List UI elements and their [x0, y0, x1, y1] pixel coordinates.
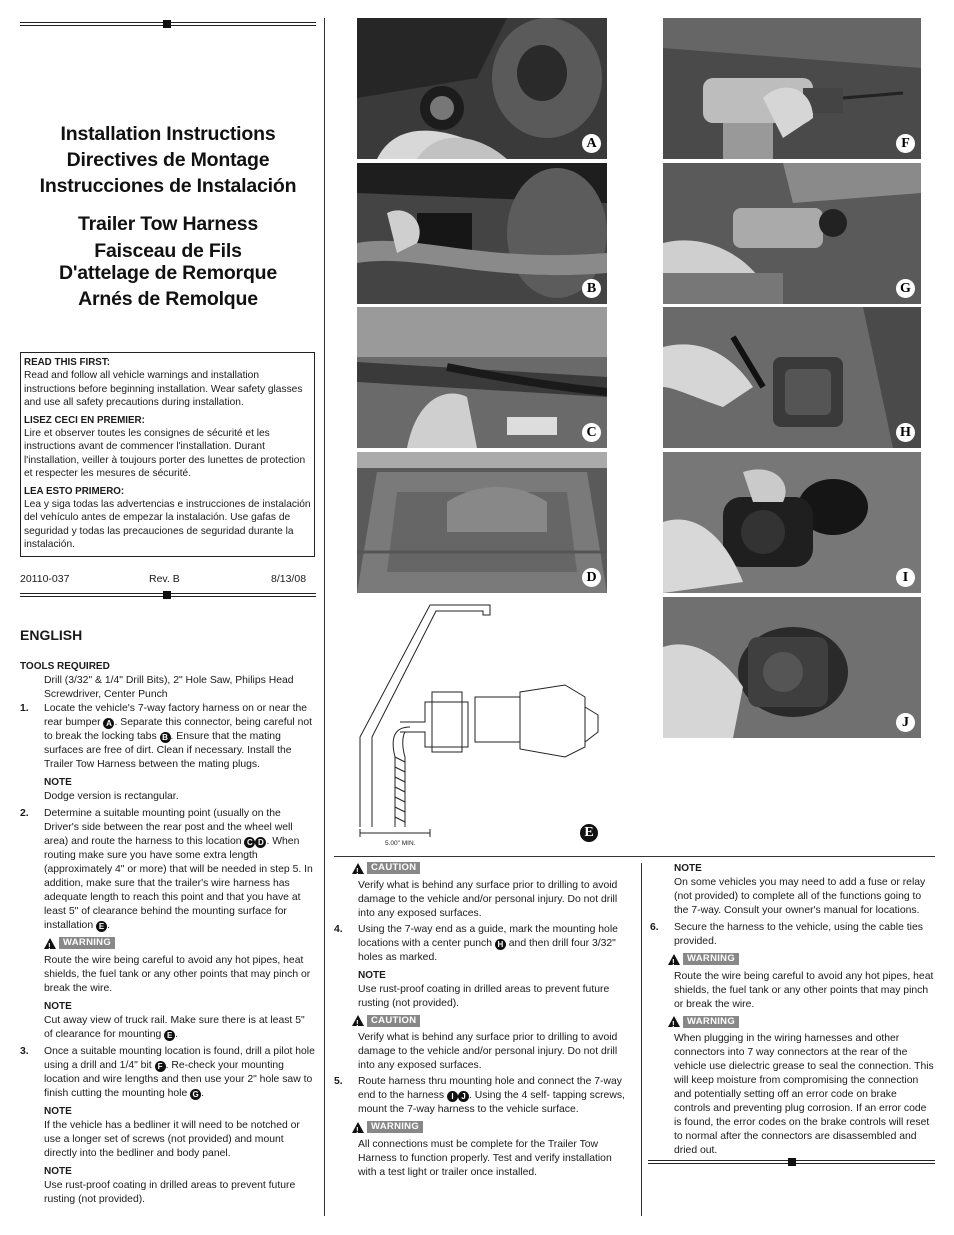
bottom-section-rule — [334, 856, 935, 857]
ref-badge: G — [190, 1089, 201, 1100]
ref-badge: C — [244, 837, 255, 848]
read-first-es-head: LEA ESTO PRIMERO: — [24, 485, 125, 497]
step-2-text: . — [106, 920, 110, 931]
figure-i-photo — [663, 452, 921, 593]
step-2 — [20, 807, 316, 933]
title-product-fr1: Faisceau de Fils — [94, 240, 242, 262]
ref-badge: I — [447, 1091, 458, 1102]
step-number: 3. — [20, 1045, 29, 1057]
part-number: 20110-037 — [20, 573, 70, 585]
text-column-1 — [20, 660, 316, 1207]
rule-marker — [163, 20, 171, 28]
step-6-warnings — [650, 949, 935, 1158]
note-label: NOTE — [44, 777, 72, 788]
caution-block-1 — [334, 862, 632, 921]
ref-badge: J — [458, 1091, 469, 1102]
step-2-warning: Route the wire being careful to avoid any hot pipes, heat shields, the fuel tank or any other points that may pinch or break the wire. — [44, 954, 311, 994]
warning-label: WARNING — [59, 937, 115, 949]
title-product-fr2: D'attelage de Remorque — [58, 262, 278, 284]
figure-label: G — [896, 279, 915, 298]
note-label: NOTE — [44, 1165, 72, 1177]
warning-badge — [668, 953, 739, 965]
warning-icon: ! — [44, 938, 56, 949]
figure-label: B — [582, 279, 601, 298]
read-first-en-head: READ THIS FIRST: — [24, 357, 110, 368]
column-divider-1 — [324, 18, 325, 1216]
step-2-note-text: . — [175, 1028, 179, 1040]
figure-label: I — [896, 568, 915, 587]
step-3-note-1: If the vehicle has a bedliner it will need to be notched or use a longer set of screws (not provided) and mount directly into the bedliner and body panel. — [44, 1119, 300, 1159]
step-number: 5. — [334, 1076, 343, 1087]
step-4-text: Using the 7-way end as a guide, mark the mounting hole locations with a center punch — [358, 923, 618, 949]
figure-d-photo — [357, 452, 607, 593]
step-number: 6. — [650, 922, 659, 933]
read-first-es-body: Lea y siga todas las advertencias e instrucciones de instalación del vehículo antes de empezar la instalación. Use gafas de seguridad y todas las precauciones de seguridad durante la instalación. — [24, 499, 311, 551]
title-product-en: Trailer Tow Harness — [77, 213, 259, 235]
figure-g-photo — [663, 163, 921, 304]
note-label: NOTE — [44, 1000, 72, 1012]
step-5-warning-block — [334, 1117, 632, 1180]
title-install-fr: Directives de Montage — [66, 149, 270, 171]
revision: Rev. B — [149, 573, 180, 585]
figure-h-photo — [663, 307, 921, 448]
caution-label: CAUTION — [367, 1015, 420, 1027]
warning-label: WARNING — [683, 953, 739, 965]
step-1-text: . Separate this connector, being careful not to break the locking tabs — [44, 717, 313, 742]
note-label: NOTE — [44, 1105, 72, 1117]
figure-b-photo — [357, 163, 607, 304]
title-install-en: Installation Instructions — [60, 123, 276, 145]
step-4-note: Use rust-proof coating in drilled areas to prevent future rusting (not provided). — [358, 983, 610, 1009]
step-5-text: Route harness thru mounting hole and connect the 7-way end to the harness — [358, 1076, 622, 1101]
figure-c-photo — [357, 307, 607, 448]
diagram-dimension: 5.00" MIN. — [385, 840, 416, 847]
step-3-note-2: Use rust-proof coating in drilled areas to prevent future rusting (not provided). — [44, 1179, 296, 1205]
caution-text-2: Verify what is behind any surface prior to drilling to avoid damage to the vehicle and/or personal injury. Do not drill into any exposed surfaces. — [358, 1032, 618, 1071]
step-6 — [650, 921, 935, 949]
note-label: NOTE — [358, 969, 386, 981]
figure-label: F — [896, 134, 915, 153]
caution-icon: ! — [352, 1015, 364, 1026]
ref-badge: E — [96, 921, 107, 932]
ref-badge: B — [160, 732, 171, 743]
step-number: 2. — [20, 808, 29, 819]
step-1 — [20, 702, 316, 804]
step-1-text: . Ensure that the mating surfaces are free of dirt. Clean if necessary. Install the Trailer Tow Harness between the mating plugs. — [44, 731, 292, 770]
text-column-3 — [650, 862, 935, 1158]
ref-badge: H — [495, 939, 506, 950]
title-product-es: Arnés de Remolque — [78, 288, 258, 310]
step-2-warning-block — [20, 933, 316, 1042]
caution-text-1: Verify what is behind any surface prior to drilling to avoid damage to the vehicle and/or personal injury. Do not drill into any exposed surfaces. — [358, 879, 618, 919]
warning-badge — [668, 1016, 739, 1028]
figure-label: H — [896, 423, 915, 442]
caution-label: CAUTION — [367, 862, 420, 874]
caution-badge — [352, 1015, 420, 1027]
step-number: 4. — [334, 923, 343, 935]
section-english: ENGLISH — [20, 627, 83, 643]
step-5-text: . Using the 4 self- tapping screws, mount the 7-way harness to the vehicle surface. — [358, 1090, 625, 1115]
step-2-text: Determine a suitable mounting point (usually on the Driver's side between the rear post and the wheel well area) and route the harness to this location — [44, 808, 293, 847]
step-2-text: . When routing make sure you have some extra length (approximately 4" or more) that will be needed in step 5. In addition, make sure that the trailer's wire harness has adequate length to reach this point and that you have at least 5" of clearance behind the mounting surface for installation — [44, 836, 313, 931]
step-number: 1. — [20, 703, 29, 714]
figure-label: C — [582, 423, 601, 442]
caution-block-2 — [334, 1011, 632, 1074]
warning-badge — [352, 1121, 423, 1133]
read-first-box — [20, 352, 315, 557]
read-first-fr-head: LISEZ CECI EN PREMIER: — [24, 414, 145, 426]
tools-heading: TOOLS REQUIRED — [20, 661, 110, 672]
step-4-text: and then drill four 3/32" holes as marked. — [358, 937, 616, 963]
rule-marker — [788, 1158, 796, 1166]
step-5 — [334, 1075, 632, 1117]
rule-marker — [163, 591, 171, 599]
ref-badge: E — [164, 1030, 175, 1041]
ref-badge: A — [103, 718, 114, 729]
note-label: NOTE — [674, 863, 702, 874]
column-divider-2 — [641, 863, 642, 1216]
step-1-text: Locate the vehicle's 7-way factory harness on or near the rear bumper — [44, 703, 308, 728]
figure-label: E — [580, 824, 598, 842]
step-2-note — [44, 1014, 316, 1042]
step-5-warning: All connections must be complete for the Trailer Tow Harness to function properly. Test and verify installation with a test light or trailer once installed. — [358, 1138, 612, 1178]
ref-badge: D — [255, 837, 266, 848]
warning-label: WARNING — [367, 1121, 423, 1133]
figure-label: A — [582, 134, 601, 153]
text-column-2 — [334, 862, 632, 1180]
figure-label: D — [582, 568, 601, 587]
caution-icon: ! — [352, 863, 364, 874]
caution-badge — [352, 862, 420, 874]
step-4 — [334, 923, 632, 1011]
step-3-text: Once a suitable mounting location is found, drill a pilot hole using a drill and 1/4" bit — [44, 1045, 315, 1071]
column-3-note — [650, 862, 935, 918]
figure-label: J — [896, 713, 915, 732]
step-6-warning-1: Route the wire being careful to avoid any hot pipes, heat shields, the fuel tank or any other points that may pinch or break the wire. — [674, 970, 934, 1010]
step-1-note: Dodge version is rectangular. — [44, 791, 179, 802]
warning-label: WARNING — [683, 1016, 739, 1028]
figure-j-photo — [663, 597, 921, 738]
column-3-note-text: On some vehicles you may need to add a fuse or relay (not provided) to complete all of the functions going to the 7-way. Consult your owner's manual for locations. — [674, 877, 926, 916]
figure-e-diagram — [350, 597, 610, 852]
step-3-text: . — [201, 1087, 205, 1099]
step-6-text: Secure the harness to the vehicle, using the cable ties provided. — [674, 922, 923, 947]
step-3 — [20, 1045, 316, 1207]
read-first-en-body: Read and follow all vehicle warnings and installation instructions before beginning installation. Wear safety glasses and use all safety precautions during installation. — [24, 370, 303, 409]
step-3-text: . Re-check your mounting location and wire lengths and then use your 2" hole saw to finish cutting the mounting hole — [44, 1059, 313, 1099]
step-2-note-text: Cut away view of truck rail. Make sure there is at least 5" of clearance for mounting — [44, 1014, 305, 1040]
title-install-es: Instrucciones de Instalación — [39, 175, 297, 197]
warning-icon: ! — [668, 954, 680, 965]
warning-icon: ! — [668, 1016, 680, 1027]
ref-badge: F — [155, 1061, 166, 1072]
revision-date: 8/13/08 — [271, 573, 307, 585]
figure-a-photo — [357, 18, 607, 159]
warning-icon: ! — [352, 1122, 364, 1133]
step-6-warning-2: When plugging in the wiring harnesses and other connectors into 7 way connectors at the rear of the vehicle use dielectric grease to seal the connection. This will keep moisture from compromising the connection and potentially setting off an error code on brake controls and preventing plug corrosion. If an error code is found, the error codes on the brake controls will reset to normal after the connectors are disassembled and dried out. — [674, 1033, 934, 1156]
figure-f-photo — [663, 18, 921, 159]
tools-body: Drill (3/32" & 1/4" Drill Bits), 2" Hole Saw, Philips Head Screwdriver, Center Punch — [44, 675, 294, 700]
read-first-fr-body: Lire et observer toutes les consignes de sécurité et les instructions avant de commencer l'installation. Durant l'installation, veiller à toujours porter des lunettes de protection et respecter les mesures de sécurité. — [24, 428, 306, 480]
warning-badge — [44, 937, 115, 949]
